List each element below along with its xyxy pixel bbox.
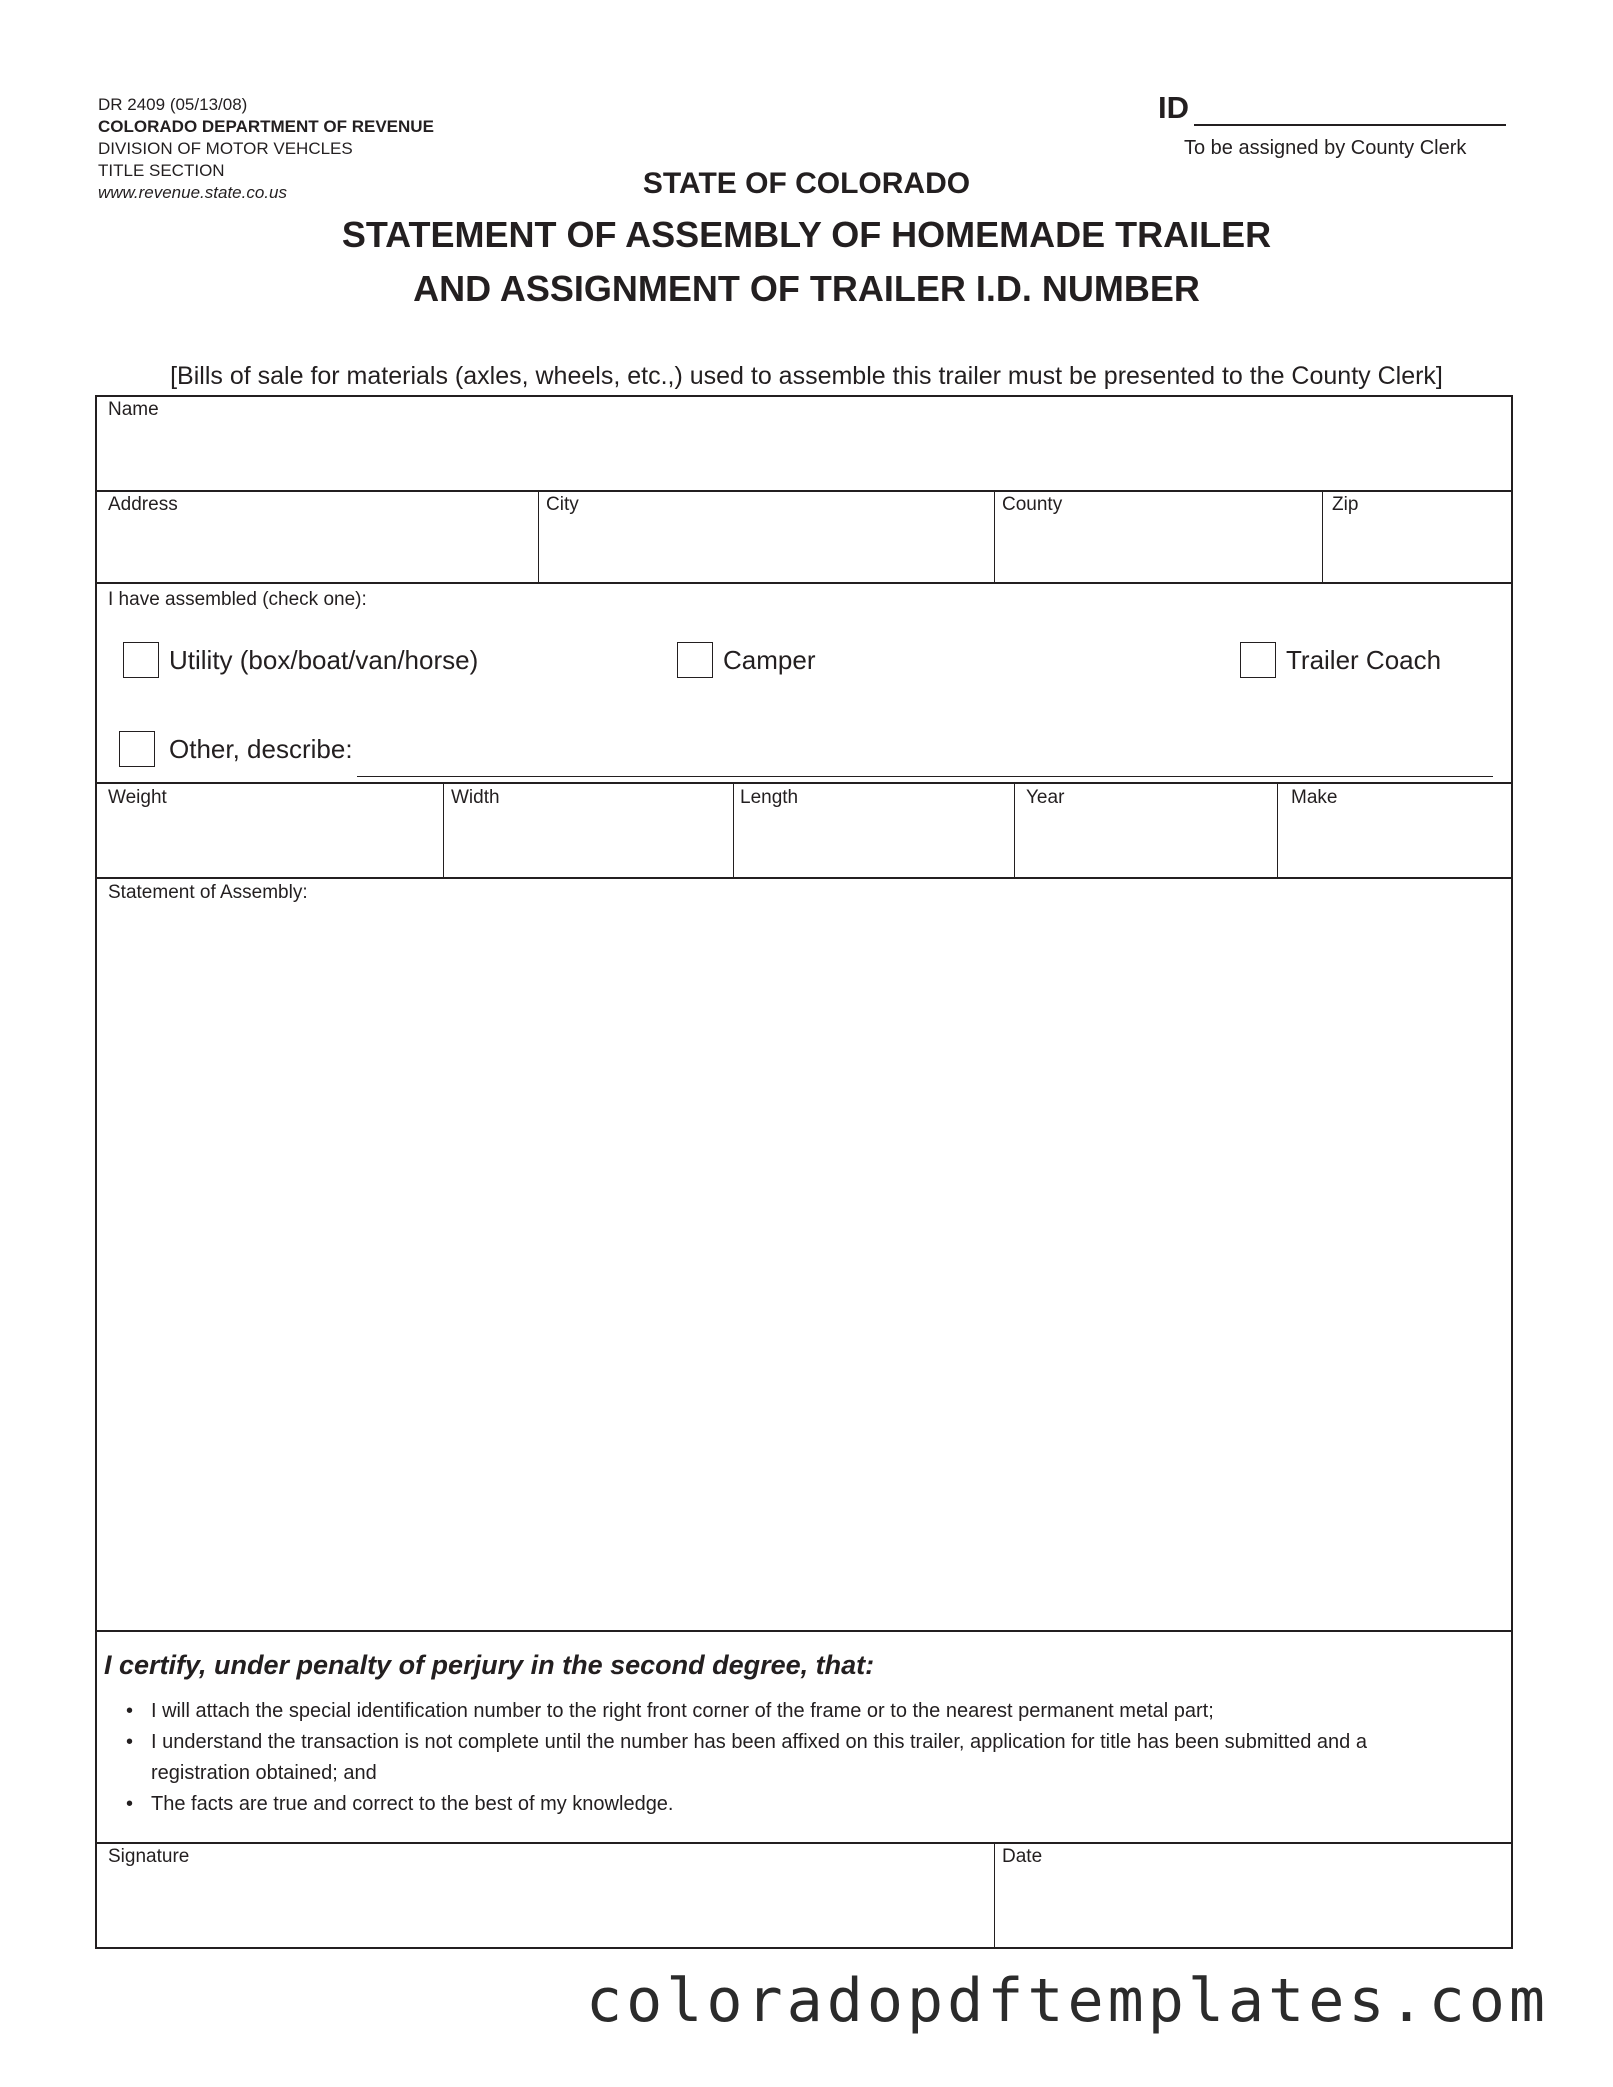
name-label: Name bbox=[108, 399, 159, 420]
id-label: ID bbox=[1158, 90, 1189, 125]
year-field[interactable] bbox=[1016, 785, 1276, 876]
department-name: COLORADO DEPARTMENT OF REVENUE bbox=[98, 117, 434, 136]
address-field[interactable] bbox=[97, 492, 537, 581]
county-label: County bbox=[1002, 494, 1063, 515]
site-watermark: coloradopdftemplates.com bbox=[586, 1966, 1549, 2036]
length-field[interactable] bbox=[735, 785, 1013, 876]
divider bbox=[538, 491, 539, 582]
date-label: Date bbox=[1002, 1846, 1043, 1867]
other-description-field[interactable] bbox=[357, 776, 1493, 777]
state-heading: STATE OF COLORADO bbox=[642, 167, 971, 200]
other-checkbox[interactable] bbox=[119, 731, 155, 767]
id-field[interactable] bbox=[1194, 124, 1506, 126]
divider bbox=[994, 1843, 995, 1947]
length-label: Length bbox=[740, 787, 799, 808]
other-label: Other, describe: bbox=[169, 733, 353, 764]
signature-field[interactable] bbox=[97, 1845, 993, 1946]
divider bbox=[95, 782, 1513, 784]
year-label: Year bbox=[1026, 787, 1065, 808]
id-note: To be assigned by County Clerk bbox=[1184, 137, 1467, 159]
bills-of-sale-note: [Bills of sale for materials (axles, wheels, etc.,) used to assemble this trailer must be presented to the County Clerk] bbox=[170, 362, 1443, 390]
weight-field[interactable] bbox=[97, 785, 442, 876]
divider bbox=[1014, 783, 1015, 877]
divider bbox=[1322, 491, 1323, 582]
address-label: Address bbox=[108, 494, 178, 515]
width-field[interactable] bbox=[445, 785, 732, 876]
county-field[interactable] bbox=[996, 492, 1321, 581]
utility-option[interactable] bbox=[123, 642, 478, 678]
make-label: Make bbox=[1291, 787, 1338, 808]
form-title-line2: AND ASSIGNMENT OF TRAILER I.D. NUMBER bbox=[413, 268, 1200, 309]
trailer-coach-label: Trailer Coach bbox=[1286, 644, 1442, 675]
certify-bullet-continuation: registration obtained; and bbox=[151, 1762, 377, 1784]
certify-heading: I certify, under penalty of perjury in the second degree, that: bbox=[104, 1650, 875, 1680]
divider bbox=[443, 783, 444, 877]
certify-bullet: • I will attach the special identification number to the right front corner of the frame or to the nearest permanent metal part; bbox=[126, 1700, 1214, 1722]
other-option[interactable] bbox=[119, 731, 353, 767]
weight-label: Weight bbox=[108, 787, 167, 808]
name-field[interactable] bbox=[97, 398, 1511, 490]
divider bbox=[95, 582, 1513, 584]
statement-field[interactable] bbox=[97, 880, 1511, 1628]
utility-label: Utility (box/boat/van/horse) bbox=[169, 644, 479, 675]
assembled-prompt: I have assembled (check one): bbox=[108, 589, 367, 610]
website-link: www.revenue.state.co.us bbox=[98, 183, 287, 202]
certify-bullet: • I understand the transaction is not complete until the number has been affixed on this trailer, application for title has been submitted and a bbox=[126, 1731, 1367, 1753]
trailer-coach-option[interactable] bbox=[1240, 642, 1441, 678]
division-name: DIVISION OF MOTOR VEHCLES bbox=[98, 139, 353, 158]
make-field[interactable] bbox=[1279, 785, 1511, 876]
city-label: City bbox=[546, 494, 579, 515]
divider bbox=[994, 491, 995, 582]
certify-bullet: • The facts are true and correct to the best of my knowledge. bbox=[126, 1793, 674, 1815]
signature-label: Signature bbox=[108, 1846, 190, 1867]
camper-label: Camper bbox=[723, 644, 816, 675]
width-label: Width bbox=[451, 787, 500, 808]
form-number: DR 2409 (05/13/08) bbox=[98, 95, 248, 114]
zip-label: Zip bbox=[1332, 494, 1359, 515]
section-name: TITLE SECTION bbox=[98, 161, 225, 180]
divider bbox=[1277, 783, 1278, 877]
statement-label: Statement of Assembly: bbox=[108, 882, 308, 903]
divider bbox=[95, 877, 1513, 879]
city-field[interactable] bbox=[540, 492, 993, 581]
form-title-line1: STATEMENT OF ASSEMBLY OF HOMEMADE TRAILER bbox=[341, 214, 1272, 255]
divider bbox=[733, 783, 734, 877]
divider bbox=[95, 1842, 1513, 1844]
utility-checkbox[interactable] bbox=[123, 642, 159, 678]
camper-option[interactable] bbox=[677, 642, 815, 678]
camper-checkbox[interactable] bbox=[677, 642, 713, 678]
trailer-coach-checkbox[interactable] bbox=[1240, 642, 1276, 678]
divider bbox=[95, 1630, 1513, 1632]
zip-field[interactable] bbox=[1324, 492, 1511, 581]
date-field[interactable] bbox=[996, 1845, 1511, 1946]
